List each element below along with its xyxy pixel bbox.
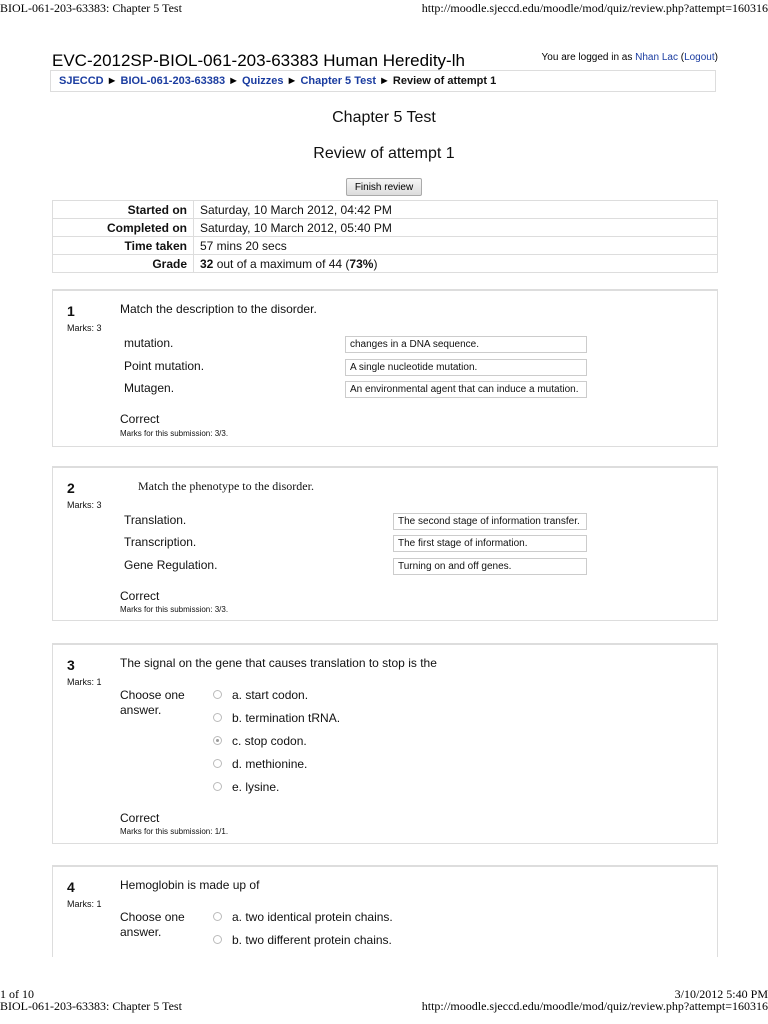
user-link[interactable]: Nhan Lac <box>635 52 678 63</box>
question-text: The signal on the gene that causes translation to stop is the <box>120 656 437 670</box>
login-info: You are logged in as Nhan Lac (Logout) <box>541 52 718 63</box>
question-status: Correct <box>120 811 160 825</box>
match-answer[interactable]: changes in a DNA sequence. <box>345 336 587 353</box>
option-label: d. methionine. <box>232 757 308 771</box>
radio-button[interactable] <box>213 935 222 944</box>
question-2 <box>52 466 718 621</box>
grade-value <box>194 255 718 273</box>
match-term: Mutagen. <box>124 381 175 395</box>
option-label: b. two different protein chains. <box>232 933 392 947</box>
logout-link[interactable]: Logout <box>684 52 715 63</box>
breadcrumb-separator: ► <box>286 75 298 87</box>
question-number: 4 <box>67 879 75 895</box>
marks-for-submission: Marks for this submission: 3/3. <box>120 605 229 614</box>
answer-option[interactable] <box>213 734 307 748</box>
breadcrumb-separator: ► <box>106 75 118 87</box>
question-text: Match the description to the disorder. <box>120 302 317 316</box>
match-term: Point mutation. <box>124 359 205 373</box>
course-title: EVC-2012SP-BIOL-061-203-63383 Human Heredity-lh <box>52 51 465 70</box>
page-counter: 1 of 10 <box>0 987 34 1001</box>
review-title: Review of attempt 1 <box>313 145 455 162</box>
grade-percent: 73% <box>349 256 374 271</box>
completed-value: Saturday, 10 March 2012, 05:40 PM <box>194 219 718 237</box>
grade-close: ) <box>373 256 378 271</box>
radio-button[interactable] <box>213 759 222 768</box>
breadcrumb-course[interactable]: BIOL-061-203-63383 <box>120 75 226 87</box>
completed-label: Completed on <box>53 219 194 237</box>
option-label: b. termination tRNA. <box>232 711 341 725</box>
match-term: Translation. <box>124 513 187 527</box>
question-3 <box>52 643 718 844</box>
started-label: Started on <box>53 201 194 219</box>
print-url: http://moodle.sjeccd.edu/moodle/mod/quiz/review.php?attempt=160316 <box>421 1 768 15</box>
question-4 <box>52 865 718 957</box>
answer-option[interactable] <box>213 933 392 947</box>
print-url-bottom: http://moodle.sjeccd.edu/moodle/mod/quiz/review.php?attempt=160316 <box>421 999 768 1013</box>
question-marks: Marks: 1 <box>67 899 102 909</box>
breadcrumb <box>50 70 716 92</box>
grade-text: out of a maximum of 44 ( <box>213 256 350 271</box>
attempt-summary-table <box>52 200 718 273</box>
question-marks: Marks: 3 <box>67 500 102 510</box>
question-status: Correct <box>120 589 160 603</box>
answer-option[interactable] <box>213 688 308 702</box>
marks-for-submission: Marks for this submission: 1/1. <box>120 827 229 836</box>
match-answer[interactable]: A single nucleotide mutation. <box>345 359 587 376</box>
started-value: Saturday, 10 March 2012, 04:42 PM <box>194 201 718 219</box>
breadcrumb-current: Review of attempt 1 <box>392 75 497 87</box>
radio-button[interactable] <box>213 912 222 921</box>
answer-option[interactable] <box>213 780 279 794</box>
print-page-title-bottom: BIOL-061-203-63383: Chapter 5 Test <box>0 999 182 1013</box>
match-answer[interactable]: An environmental agent that can induce a mutation. <box>345 381 587 398</box>
breadcrumb-quiz[interactable]: Chapter 5 Test <box>300 75 377 87</box>
breadcrumb-quizzes[interactable]: Quizzes <box>241 75 284 87</box>
match-answer[interactable]: Turning on and off genes. <box>393 558 587 575</box>
grade-label: Grade <box>53 255 194 273</box>
radio-button[interactable] <box>213 782 222 791</box>
option-label: c. stop codon. <box>232 734 307 748</box>
question-text: Match the phenotype to the disorder. <box>138 479 314 493</box>
option-label: a. two identical protein chains. <box>232 910 393 924</box>
radio-button-selected[interactable] <box>213 736 222 745</box>
question-status: Correct <box>120 412 160 426</box>
time-taken-value: 57 mins 20 secs <box>194 237 718 255</box>
radio-button[interactable] <box>213 690 222 699</box>
question-number: 1 <box>67 303 75 319</box>
answer-option[interactable] <box>213 711 340 725</box>
quiz-title: Chapter 5 Test <box>332 109 436 126</box>
match-term: Gene Regulation. <box>124 558 218 572</box>
choose-one-label: Choose one answer. <box>120 910 185 939</box>
breadcrumb-separator: ► <box>228 75 239 87</box>
question-number: 2 <box>67 480 75 496</box>
radio-button[interactable] <box>213 713 222 722</box>
login-prefix: You are logged in as <box>541 52 636 63</box>
time-taken-label: Time taken <box>53 237 194 255</box>
question-marks: Marks: 1 <box>67 677 102 687</box>
match-answer[interactable]: The second stage of information transfer. <box>393 513 587 530</box>
choose-one-label: Choose one answer. <box>120 688 185 717</box>
answer-option[interactable] <box>213 910 393 924</box>
answer-option[interactable] <box>213 757 307 771</box>
option-label: e. lysine. <box>232 780 280 794</box>
print-page-title: BIOL-061-203-63383: Chapter 5 Test <box>0 1 182 15</box>
marks-for-submission: Marks for this submission: 3/3. <box>120 429 229 438</box>
question-text: Hemoglobin is made up of <box>120 878 260 892</box>
match-answer[interactable]: The first stage of information. <box>393 535 587 552</box>
breadcrumb-separator: ► <box>379 75 390 87</box>
breadcrumb-sjeccd[interactable]: SJECCD <box>59 75 104 87</box>
match-term: Transcription. <box>124 535 197 549</box>
option-label: a. start codon. <box>232 688 309 702</box>
print-datetime: 3/10/2012 5:40 PM <box>674 987 768 1001</box>
question-number: 3 <box>67 657 75 673</box>
match-term: mutation. <box>124 336 174 350</box>
finish-review-button[interactable]: Finish review <box>346 178 422 196</box>
question-marks: Marks: 3 <box>67 323 102 333</box>
grade-score: 32 <box>200 256 214 271</box>
question-1 <box>52 289 718 447</box>
